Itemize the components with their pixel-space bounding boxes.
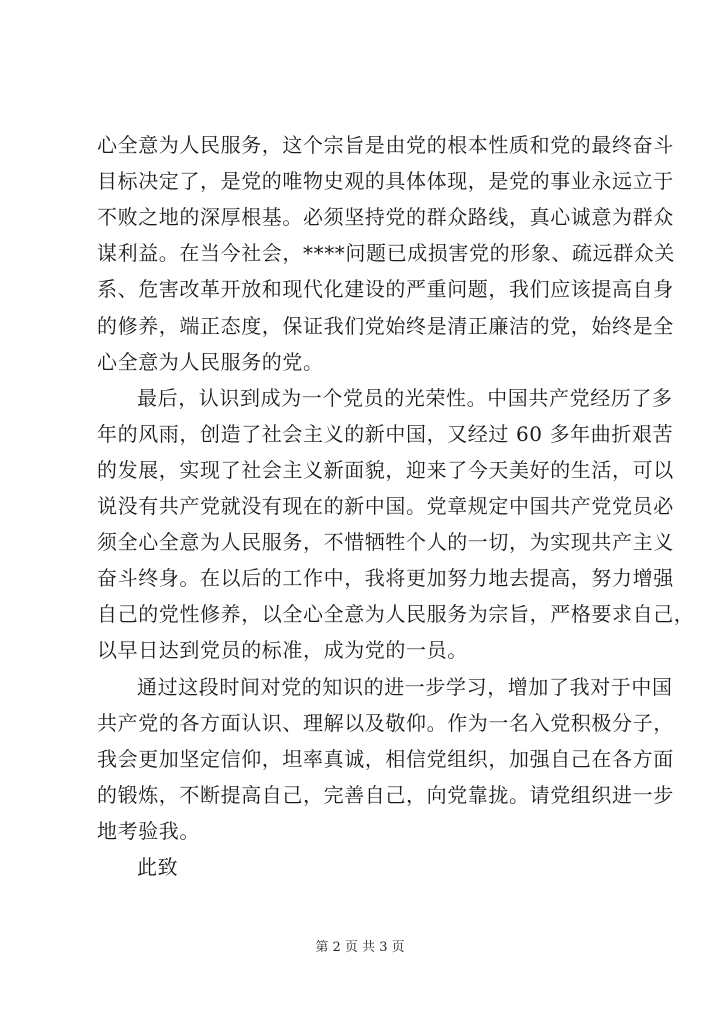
text-line: 的锻炼，不断提高自己，完善自己，向党靠拢。请党组织进一步 [97,783,674,807]
page-number-footer: 第 2 页 共 3 页 [315,940,405,955]
text-line: 心全意为人民服务的党。 [97,350,324,374]
text-line: 须全心全意为人民服务，不惜牺牲个人的一切，为实现共产主义 [97,530,674,554]
closing-salutation: 此致 [137,855,179,879]
text-line: 地考验我。 [97,819,200,843]
text-line: 自己的党性修养，以全心全意为人民服务为宗旨，严格要求自己， [97,602,695,626]
text-line: 心全意为人民服务，这个宗旨是由党的根本性质和党的最终奋斗 [97,133,674,157]
text-line: 系、危害改革开放和现代化建设的严重问题，我们应该提高自身 [97,277,674,301]
text-line: 的发展，实现了社会主义新面貌，迎来了今天美好的生活，可以 [97,458,674,482]
paragraph-start-line: 最后，认识到成为一个党员的光荣性。中国共产党经历了多 [137,386,673,410]
text-line: 共产党的各方面认识、理解以及敬仰。作为一名入党积极分子， [97,711,674,735]
text-line: 奋斗终身。在以后的工作中，我将更加努力地去提高，努力增强 [97,566,674,590]
text-line: 不败之地的深厚根基。必须坚持党的群众路线，真心诚意为群众 [97,205,674,229]
text-line: 谋利益。在当今社会，****问题已成损害党的形象、疏远群众关 [97,241,675,265]
text-line: 年的风雨，创造了社会主义的新中国，又经过 60 多年曲折艰苦 [97,422,674,446]
text-line: 的修养，端正态度，保证我们党始终是清正廉洁的党，始终是全 [97,314,674,338]
text-line: 目标决定了，是党的唯物史观的具体体现，是党的事业永远立于 [97,169,674,193]
text-line: 以早日达到党员的标准，成为党的一员。 [97,638,468,662]
paragraph-start-line: 通过这段时间对党的知识的进一步学习，增加了我对于中国 [137,675,673,699]
text-line: 说没有共产党就没有现在的新中国。党章规定中国共产党党员必 [97,494,674,518]
text-line: 我会更加坚定信仰，坦率真诚，相信党组织，加强自己在各方面 [97,747,674,771]
